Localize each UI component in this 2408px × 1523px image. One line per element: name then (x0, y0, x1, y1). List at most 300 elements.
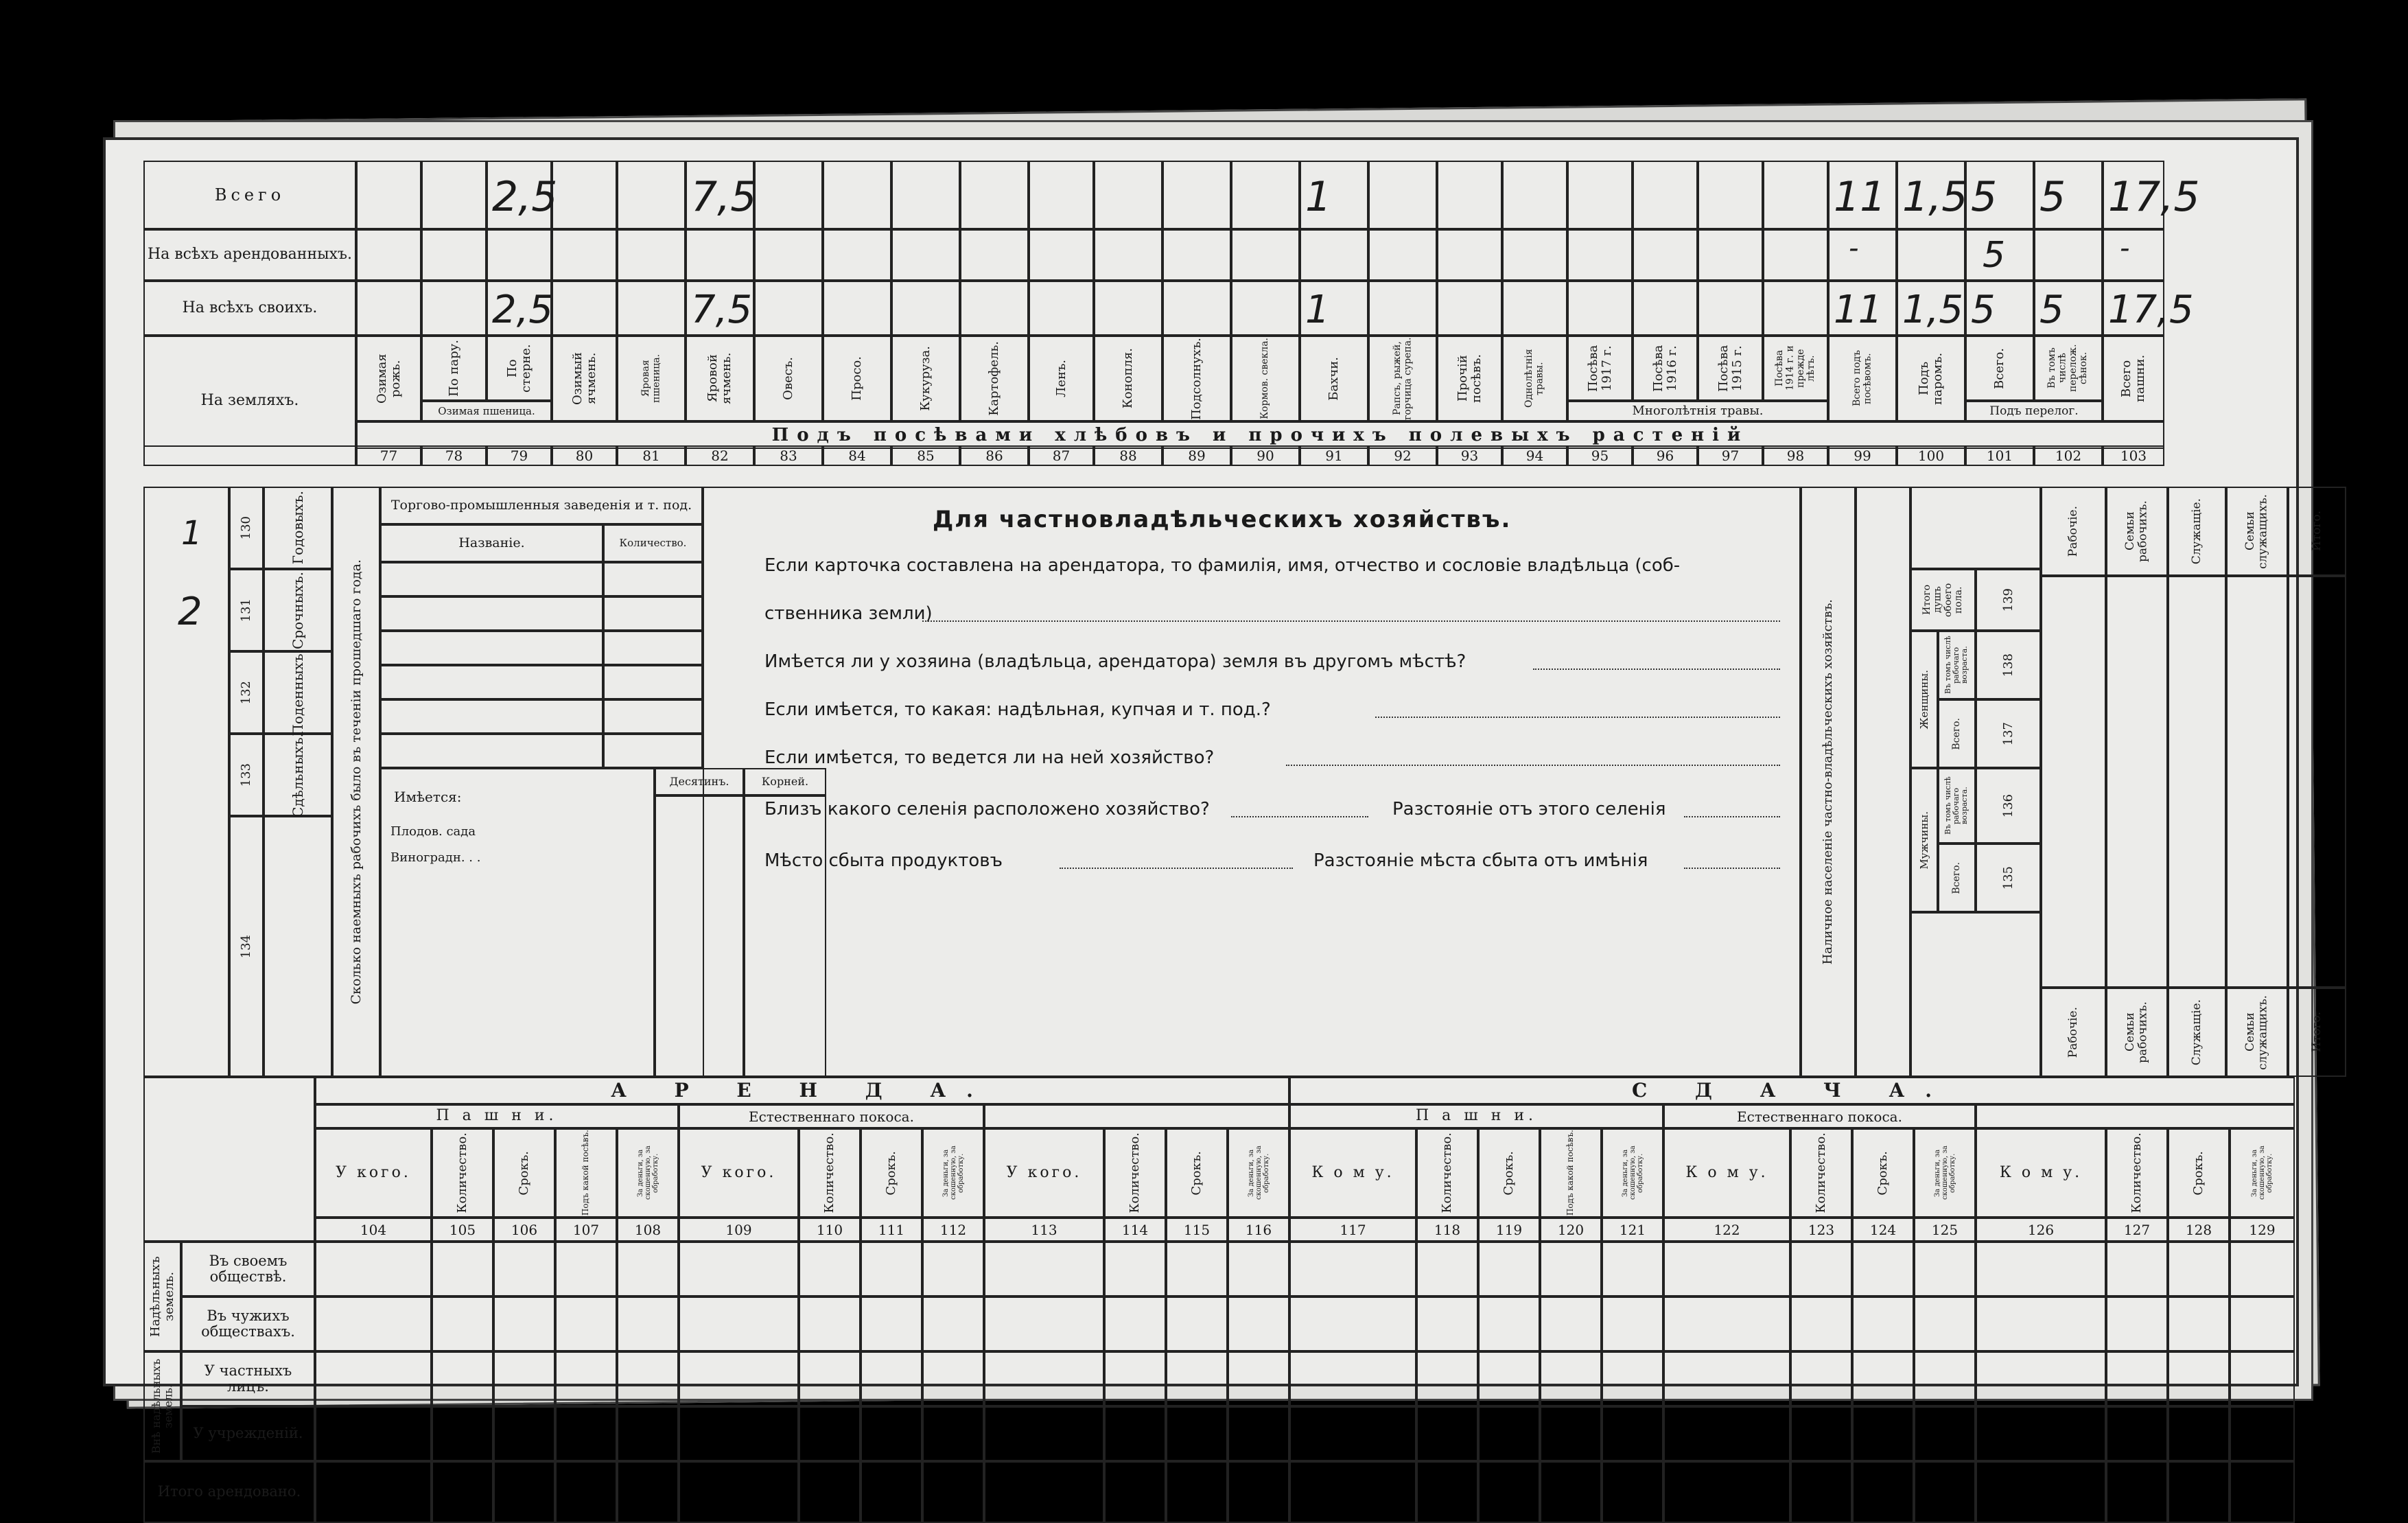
col-number-text: 86 (985, 447, 1003, 464)
col-header (356, 336, 421, 421)
bottom-col-header-text: Срокъ. (517, 1150, 532, 1196)
col-header-text: По пару. (446, 340, 461, 397)
right-col-footer (2168, 988, 2226, 1077)
right-col-cell (2168, 576, 2226, 988)
trade-row (380, 631, 603, 665)
bottom-col-number (1602, 1218, 1663, 1242)
hired-number-text: 131 (239, 598, 254, 623)
hw-svoih: 1,5 (1902, 288, 1964, 332)
hired-type-text: Сдѣльныхъ. (290, 732, 306, 817)
ozim-group-label-text: Озимая пшеница. (438, 404, 535, 417)
right-col-header-text: Семьи рабочихъ. (2123, 500, 2150, 562)
data-cell (754, 281, 823, 336)
bottom-data-cell (1914, 1242, 1976, 1297)
bottom-data-cell (1914, 1406, 1976, 1461)
col-header-text: Въ томъ числѣ перелож. сѣнок. (2046, 344, 2090, 393)
bottom-data-cell (1914, 1461, 1976, 1523)
bottom-data-cell (1166, 1242, 1228, 1297)
bottom-data-cell (1228, 1351, 1289, 1406)
bottom-col-number (1228, 1218, 1289, 1242)
hw-svoih: 1 (1305, 288, 1330, 332)
bottom-col-number-text: 108 (634, 1221, 662, 1238)
bottom-col-number-text: 107 (572, 1221, 600, 1238)
bottom-row-label (181, 1406, 315, 1461)
bottom-data-cell (1228, 1406, 1289, 1461)
bottom-col-number-text: 106 (511, 1221, 538, 1238)
pop-num-text: 139 (2000, 588, 2015, 612)
bottom-data-cell (2106, 1242, 2168, 1297)
bottom-data-cell (2230, 1406, 2295, 1461)
col-header (1897, 336, 1965, 421)
bottom-col-number-text: 113 (1031, 1221, 1057, 1238)
bottom-data-cell (315, 1461, 432, 1523)
col-header-text: Озимая рожь. (374, 353, 403, 404)
bottom-data-cell (1663, 1297, 1790, 1351)
bottom-data-cell (1166, 1297, 1228, 1351)
hired-type (264, 651, 332, 734)
bottom-col-header-text: У кого. (1006, 1163, 1082, 1181)
col-number-text: 99 (1854, 447, 1871, 464)
col-header (1633, 336, 1698, 401)
data-cell (1437, 161, 1502, 229)
data-cell (1368, 161, 1437, 229)
data-cell (823, 281, 891, 336)
bottom-col-header (1914, 1128, 1976, 1218)
bottom-data-cell (2230, 1242, 2295, 1297)
hw-vsego: 11 (1834, 173, 1886, 221)
data-cell (1029, 281, 1094, 336)
bottom-col-number (2168, 1218, 2230, 1242)
bottom-data-cell (315, 1242, 432, 1297)
dotted-fill-line (1533, 669, 1780, 670)
row-label-svoih (143, 281, 356, 336)
col-number-text: 93 (1460, 447, 1479, 464)
bottom-col-number (555, 1218, 617, 1242)
hired-number (229, 816, 264, 1077)
bottom-col-number (1976, 1218, 2106, 1242)
col-header (1094, 336, 1162, 421)
col-number-text: 103 (2120, 447, 2147, 464)
sdacha-title (1289, 1077, 2295, 1104)
vineyards-label: Виноградн. . . (390, 850, 481, 865)
bottom-col-header (1416, 1128, 1478, 1218)
data-cell (1437, 281, 1502, 336)
data-cell (1162, 161, 1231, 229)
bottom-data-cell (1663, 1351, 1790, 1406)
bottom-data-cell (617, 1351, 679, 1406)
row-label-vsego (143, 161, 356, 229)
pokos-label-text: Естественнаго покоса. (1737, 1108, 1902, 1125)
bottom-col-header-text: К о м у. (1311, 1163, 1394, 1181)
dotted-fill-line (1060, 868, 1293, 869)
bottom-col-header-text: Количество. (1814, 1132, 1829, 1213)
data-cell (487, 229, 552, 281)
bottom-data-cell (1852, 1297, 1914, 1351)
data-cell (686, 229, 754, 281)
blank (143, 445, 356, 466)
bottom-col-header (679, 1128, 799, 1218)
pashni-label-text: П а ш н и. (436, 1107, 558, 1125)
sdacha-title-text: С Д А Ч А. (1631, 1078, 1953, 1102)
pop-vsego-text: Всего. (1950, 861, 1962, 894)
col-header-text: Кормов. свекла. (1259, 338, 1271, 419)
right-col-footer (2226, 988, 2288, 1077)
bottom-col-header-text: Срокъ. (884, 1150, 899, 1196)
bottom-data-cell (1166, 1461, 1228, 1523)
bottom-data-cell (861, 1242, 922, 1297)
bottom-col-header (2230, 1128, 2295, 1218)
col-header (1567, 336, 1633, 401)
bottom-data-cell (1478, 1351, 1540, 1406)
bottom-data-cell (1478, 1461, 1540, 1523)
bottom-data-cell (984, 1406, 1104, 1461)
bottom-col-header (1663, 1128, 1790, 1218)
bottom-col-number (1166, 1218, 1228, 1242)
data-cell (1633, 229, 1698, 281)
q6: Мѣсто сбыта продуктовъ (764, 850, 1003, 871)
col-number-text: 102 (2055, 447, 2082, 464)
bottom-data-cell (1104, 1297, 1166, 1351)
bottom-data-cell (1540, 1351, 1602, 1406)
data-cell (1828, 229, 1897, 281)
bottom-data-cell (1228, 1242, 1289, 1297)
bottom-data-cell (1166, 1351, 1228, 1406)
trade-row (603, 734, 703, 768)
col-header-text: Прочiй посѣвъ. (1455, 353, 1484, 404)
hw-vsego: 17,5 (2108, 173, 2200, 221)
bottom-data-cell (922, 1242, 984, 1297)
bottom-col-header-text: Количество. (2129, 1132, 2144, 1213)
data-cell (1162, 229, 1231, 281)
col-header (1029, 336, 1094, 421)
trade-qty-header (603, 524, 703, 562)
hw-arend: 5 (1983, 235, 2006, 276)
col-header-text: Посѣва 1915 г. (1716, 345, 1744, 392)
data-cell (1897, 229, 1965, 281)
right-col-footer (2288, 988, 2346, 1077)
bottom-col-header-text: У кого. (701, 1163, 777, 1181)
pop-num (1976, 844, 2041, 912)
bottom-col-header-text: Срокъ. (2191, 1150, 2206, 1196)
hired-left-blank (143, 487, 229, 1077)
right-col-cell (2226, 576, 2288, 988)
bottom-col-number (1416, 1218, 1478, 1242)
bottom-col-number-text: 115 (1183, 1221, 1211, 1238)
bottom-data-cell (493, 1297, 555, 1351)
data-cell (552, 161, 617, 229)
bottom-col-header (617, 1128, 679, 1218)
data-cell (617, 229, 686, 281)
col-header-text: Рапсъ, рыжей, горчица сурепа. (1391, 337, 1413, 420)
bottom-col-header-text: За деньги, за скошенную, за обработку. (942, 1146, 965, 1200)
bottom-data-cell (1289, 1351, 1416, 1406)
row-label-vsego-text: Всего (214, 185, 285, 205)
pokos-label-text: Естественнаго покоса. (749, 1108, 914, 1125)
hw-svoih: 17,5 (2108, 288, 2194, 332)
col-number-text: 96 (1656, 447, 1674, 464)
pop-rab (1938, 768, 1976, 844)
bottom-data-cell (1289, 1242, 1416, 1297)
bottom-data-cell (617, 1406, 679, 1461)
group-nadel-text: Надѣльныхъ земель. (148, 1256, 176, 1337)
bottom-data-cell (922, 1297, 984, 1351)
data-cell (1368, 281, 1437, 336)
right-col-header (2226, 487, 2288, 576)
bottom-col-header (315, 1128, 432, 1218)
data-cell (617, 161, 686, 229)
q5: Близъ какого селенiя расположено хозяйство? (764, 799, 1210, 819)
bottom-col-header (1602, 1128, 1663, 1218)
row-label-arend (143, 229, 356, 281)
trade-title (380, 487, 703, 524)
col-header-text: Просо. (850, 356, 865, 401)
pop-rab-text: Въ томъ числѣ рабочаго возраста. (1943, 776, 1969, 835)
bottom-data-cell (1602, 1297, 1663, 1351)
bottom-col-number-text: 122 (1714, 1221, 1740, 1238)
data-cell (1231, 161, 1300, 229)
pop-vsego (1938, 844, 1976, 912)
hw-vsego: 1 (1305, 173, 1332, 221)
bottom-data-cell (2168, 1351, 2230, 1406)
data-cell (356, 161, 421, 229)
right-col-cell (2288, 576, 2346, 988)
itogo-label (143, 1461, 315, 1523)
row-label-arend-text: На всѣхъ арендованныхъ. (147, 246, 353, 264)
col-number-text: 89 (1188, 447, 1206, 464)
col-header-text: Конопля. (1121, 348, 1136, 409)
bottom-data-cell (2106, 1297, 2168, 1351)
trade-row (380, 596, 603, 631)
bottom-data-cell (1478, 1406, 1540, 1461)
col-header-text: Посѣва 1916 г. (1650, 345, 1679, 392)
bottom-data-cell (432, 1351, 493, 1406)
hired-number (229, 569, 264, 651)
pashni-label-text: П а ш н и. (1415, 1107, 1538, 1125)
bottom-col-header (861, 1128, 922, 1218)
pop-label-text: Наличное населенiе частно-владѣльческихъ хозяйствъ. (1821, 598, 1836, 965)
bottom-data-cell (1416, 1242, 1478, 1297)
bottom-data-cell (984, 1297, 1104, 1351)
bottom-col-number (1914, 1218, 1976, 1242)
q1: Если карточка составлена на арендатора, то фамилiя, имя, отчество и сословiе владѣльца (соб- (764, 555, 1681, 576)
bottom-data-cell (493, 1406, 555, 1461)
data-cell (891, 229, 960, 281)
bottom-row-label-text: У частныхъ лицъ. (204, 1362, 292, 1395)
col-header-text: Подъ паромъ. (1917, 352, 1945, 405)
bottom-data-cell (1416, 1351, 1478, 1406)
col-number-text: 83 (780, 447, 797, 464)
data-cell (754, 161, 823, 229)
bottom-col-number (2106, 1218, 2168, 1242)
bottom-col-header (1478, 1128, 1540, 1218)
col-number-text: 90 (1256, 447, 1274, 464)
pop-num-text: 137 (2000, 721, 2015, 746)
col-header (1231, 336, 1300, 421)
trade-row (603, 699, 703, 734)
ozim-group-label (421, 401, 552, 421)
bottom-data-cell (315, 1297, 432, 1351)
bottom-col-number (1104, 1218, 1166, 1242)
col-header-text: Картофель. (987, 341, 1002, 416)
trade-row (380, 562, 603, 596)
arenda-title (315, 1077, 1289, 1104)
bottom-data-cell (1976, 1351, 2106, 1406)
q3: Если имѣется, то какая: надѣльная, купчая и т. под.? (764, 699, 1271, 720)
pop-num-text: 138 (2000, 653, 2015, 677)
bottom-data-cell (1104, 1242, 1166, 1297)
dotted-fill-line (1684, 816, 1780, 817)
bottom-data-cell (799, 1351, 861, 1406)
right-col-footer-text: Итого. (2310, 1012, 2324, 1053)
trade-name-header-text: Названiе. (458, 535, 525, 551)
bottom-data-cell (555, 1461, 617, 1523)
bottom-data-cell (2106, 1351, 2168, 1406)
bottom-data-cell (2230, 1297, 2295, 1351)
col-header (1965, 336, 2034, 401)
data-cell (617, 281, 686, 336)
blank (264, 816, 332, 1077)
bottom-col-number-text: 118 (1434, 1221, 1461, 1238)
col-number-text: 79 (510, 447, 528, 464)
private-title: Для частновладѣльческихъ хозяйствъ. (933, 506, 1512, 533)
dotted-fill-line (922, 620, 1780, 622)
bottom-data-cell (679, 1297, 799, 1351)
hired-number (229, 487, 264, 569)
dotted-fill-line (1684, 868, 1780, 869)
data-cell (891, 161, 960, 229)
data-cell (1502, 161, 1567, 229)
bottom-col-number-text: 109 (725, 1221, 752, 1238)
bottom-col-header-text: К о м у. (1685, 1163, 1768, 1181)
hw-svoih: 5 (1971, 288, 1996, 332)
pop-num (1976, 631, 2041, 699)
hired-number (229, 651, 264, 734)
col-header-text: Озимый ячмень. (570, 352, 598, 405)
data-cell (960, 281, 1029, 336)
blank (1976, 1104, 2295, 1128)
trade-qty-header-text: Количество. (619, 537, 687, 550)
bottom-data-cell (432, 1461, 493, 1523)
bottom-col-header (1976, 1128, 2106, 1218)
bottom-data-cell (493, 1351, 555, 1406)
right-col-cell (2041, 576, 2106, 988)
bottom-col-header (432, 1128, 493, 1218)
dotted-fill-line (1231, 816, 1368, 817)
bottom-col-number (617, 1218, 679, 1242)
hw-svoih: 11 (1834, 288, 1883, 332)
pashni-label (1289, 1104, 1663, 1128)
col-header (1437, 336, 1502, 421)
bottom-col-header (1166, 1128, 1228, 1218)
data-cell (823, 229, 891, 281)
row-label-svoih-text: На всѣхъ своихъ. (182, 299, 318, 316)
col-header-text: Кукуруза. (918, 346, 933, 411)
crops-band (356, 421, 2164, 449)
data-cell (1231, 229, 1300, 281)
bottom-data-cell (617, 1297, 679, 1351)
col-header (1300, 336, 1368, 421)
bottom-data-cell (679, 1406, 799, 1461)
bottom-data-cell (1852, 1406, 1914, 1461)
bottom-col-number (861, 1218, 922, 1242)
hw-vsego: 5 (2039, 173, 2066, 221)
col-number-text: 92 (1394, 447, 1412, 464)
trade-row (603, 596, 703, 631)
bottom-data-cell (1663, 1242, 1790, 1297)
pop-blank (1856, 487, 1910, 1077)
data-cell (1437, 229, 1502, 281)
bottom-col-number (984, 1218, 1104, 1242)
bottom-data-cell (315, 1406, 432, 1461)
q5b: Разстоянiе отъ этого селенiя (1392, 799, 1666, 819)
bottom-col-number (2230, 1218, 2295, 1242)
hw-svoih: 2,5 (492, 288, 554, 332)
data-cell (421, 161, 487, 229)
col-number-text: 77 (379, 447, 398, 464)
data-cell (1502, 229, 1567, 281)
bottom-data-cell (1602, 1242, 1663, 1297)
bottom-data-cell (2168, 1297, 2230, 1351)
bottom-data-cell (2106, 1406, 2168, 1461)
right-col-footer-text: Рабочiе. (2066, 1006, 2081, 1058)
bottom-data-cell (1852, 1461, 1914, 1523)
trade-row (603, 665, 703, 699)
col-number-text: 85 (917, 447, 935, 464)
bottom-row-label (181, 1242, 315, 1297)
data-cell (1094, 281, 1162, 336)
bottom-data-cell (861, 1297, 922, 1351)
has-label: Имѣется: (394, 789, 462, 805)
col-header-text: Бахчи. (1326, 356, 1342, 401)
group-vne (143, 1351, 181, 1461)
data-cell (1567, 229, 1633, 281)
right-col-header (2168, 487, 2226, 576)
data-cell (1633, 161, 1698, 229)
hired-number (229, 734, 264, 816)
pop-itogo-text: Итого душъ обоего пола. (1921, 583, 1964, 617)
bottom-col-number (1663, 1218, 1790, 1242)
korney-header-text: Корней. (761, 775, 809, 789)
bottom-data-cell (1478, 1242, 1540, 1297)
itogo-label-text: Итого арендовано. (157, 1483, 301, 1500)
bottom-col-header-text: Количество. (1127, 1132, 1143, 1213)
hired-type (264, 734, 332, 816)
bottom-col-header (1289, 1128, 1416, 1218)
col-number-text: 81 (642, 447, 660, 464)
col-header-text: Посѣва 1914 г. и прежде лѣтъ. (1773, 345, 1816, 391)
col-header (1162, 336, 1231, 421)
data-cell (891, 281, 960, 336)
pop-num (1976, 768, 2041, 844)
data-cell (1029, 229, 1094, 281)
col-number-text: 84 (848, 447, 866, 464)
bottom-data-cell (799, 1406, 861, 1461)
col-header (823, 336, 891, 421)
bottom-data-cell (1416, 1461, 1478, 1523)
data-cell (1567, 281, 1633, 336)
bottom-col-number-text: 125 (1931, 1221, 1959, 1238)
pop-women (1910, 631, 1938, 768)
bottom-data-cell (1790, 1242, 1852, 1297)
q2: Имѣется ли у хозяина (владѣльца, арендатора) земля въ другомъ мѣстѣ? (764, 651, 1466, 672)
bottom-col-header-text: Количество. (1440, 1132, 1455, 1213)
right-col-footer (2041, 988, 2106, 1077)
trade-name-header (380, 524, 603, 562)
col-number-text: 98 (1786, 447, 1805, 464)
bottom-col-number-text: 116 (1245, 1221, 1272, 1238)
bottom-col-header-text: К о м у. (1999, 1163, 2083, 1181)
trade-row (380, 699, 603, 734)
